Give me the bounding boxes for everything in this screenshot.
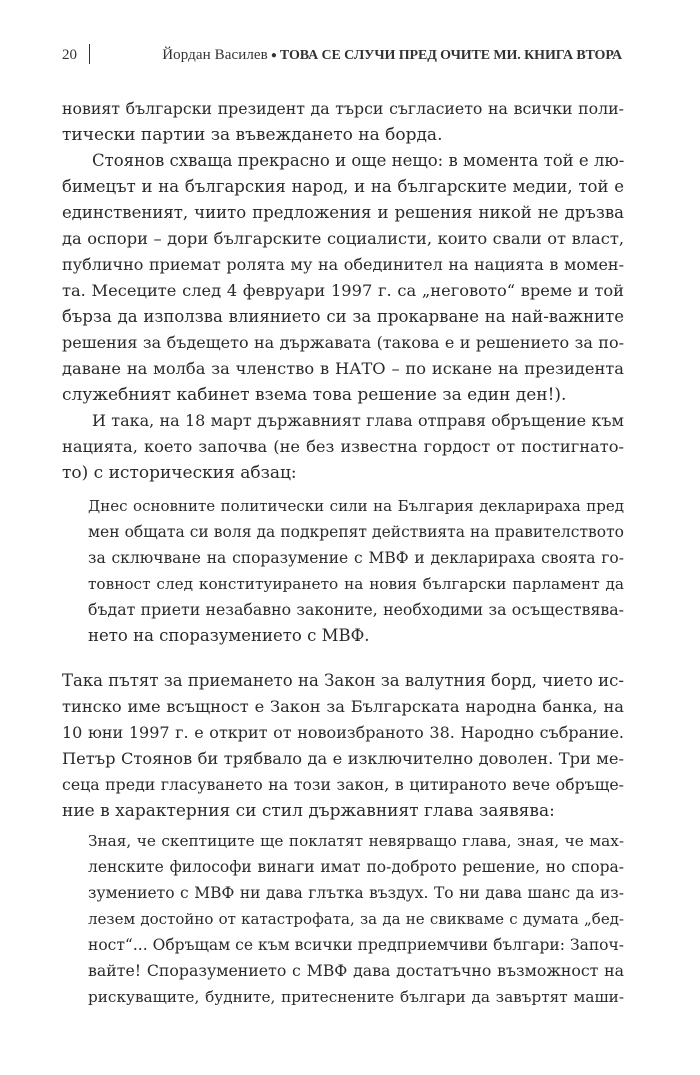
text-line: Петър Стоянов би трябвало да е изключително доволен. Три ме- (62, 749, 624, 768)
quote-line: Днес основните политически сили на България декларираха пред (88, 497, 624, 515)
quote-line: нето на споразумението с МВФ. (88, 626, 370, 645)
quote-line: ленските философи винаги имат по-доброто решение, но спора- (88, 858, 624, 876)
page-number: 20 (62, 47, 77, 63)
quote-line: зумението с МВФ ни дава глътка въздух. То ни дава шанс да из- (88, 884, 624, 902)
quote-line: бъдат приети незабавно законите, необходими за осъществява- (88, 600, 624, 619)
text-line: бимецът и на българския народ, и на българските медии, той е (62, 177, 624, 196)
running-header (62, 42, 622, 68)
text-line: бърза да използва влиянието си за прокарване на най-важните (62, 307, 624, 326)
text-line: ние в характерния си стил държавният глава заявява: (62, 801, 555, 821)
paragraph-2 (62, 148, 624, 408)
text-line: та. Месеците след 4 февруари 1997 г. са „неговото“ време и той (62, 281, 624, 300)
paragraph-3 (62, 408, 624, 486)
quote-line: за сключване на споразумение с МВФ и декларираха своята го- (88, 549, 624, 567)
paragraph-4 (62, 668, 624, 824)
text-line: Стоянов схваща прекрасно и още нещо: в момента той е лю- (92, 151, 625, 170)
text-line: Така пътят за приемането на Закон за валутния борд, чието ис- (62, 671, 624, 690)
text-line: новият български президент да търси съгласието на всички поли- (62, 99, 624, 118)
quote-line: лезем достойно от катастрофата, за да не свикваме с думата „бед- (88, 910, 624, 928)
block-quote-2 (88, 828, 624, 1010)
text-line: да оспори – дори българските социалисти, които свали от власт, (62, 229, 624, 248)
quote-line: рискуващите, будните, притеснените българи да завъртят маши- (88, 988, 624, 1006)
text-line: сеца преди гласуването на този закон, в цитираното вече обръще- (62, 775, 624, 794)
running-head (162, 42, 622, 69)
author-name: Йордан Василев (162, 47, 268, 63)
quote-line: вайте! Споразумението с МВФ дава достатъчно възможност на (88, 961, 624, 980)
header-divider (89, 44, 90, 64)
separator-dot: ● (270, 50, 277, 61)
text-line: даване на молба за членство в НАТО – по искане на президента (62, 359, 624, 378)
text-line: тически партии за въвеждането на борда. (62, 125, 443, 145)
quote-line: ност“... Обръщам се към всички предприемчиви българи: Започ- (88, 936, 624, 954)
block-quote-1 (88, 493, 624, 649)
quote-line: Зная, че скептиците ще поклатят невярващо глава, зная, че мах- (88, 832, 624, 850)
text-line: тинско име всъщност е Закон за Българската народна банка, на (62, 697, 624, 716)
text-line: публично приемат ролята му на обединител на нацията в момен- (62, 255, 624, 274)
text-line: 10 юни 1997 г. е открит от новоизбраното 38. Народно събрание. (62, 723, 624, 742)
paragraph-1 (62, 96, 624, 148)
quote-line: мен общата си воля да подкрепят действията на правителството (88, 523, 624, 541)
text-line: то) с историческия абзац: (62, 463, 297, 483)
text-line: нацията, което започва (не без известна гордост от постигнато- (62, 437, 624, 456)
book-title: ТОВА СЕ СЛУЧИ ПРЕД ОЧИТЕ МИ. КНИГА ВТОРА (279, 48, 622, 63)
text-line: служебният кабинет взема това решение за един ден!). (62, 385, 567, 405)
text-line: И така, на 18 март държавният глава отправя обръщение към (92, 411, 624, 430)
quote-line: товност след конституирането на новия български парламент да (88, 575, 624, 593)
text-line: решения за бъдещето на държавата (такова е и решението за по- (62, 333, 624, 352)
text-line: единственият, чиито предложения и решения никой не дръзва (62, 203, 624, 222)
